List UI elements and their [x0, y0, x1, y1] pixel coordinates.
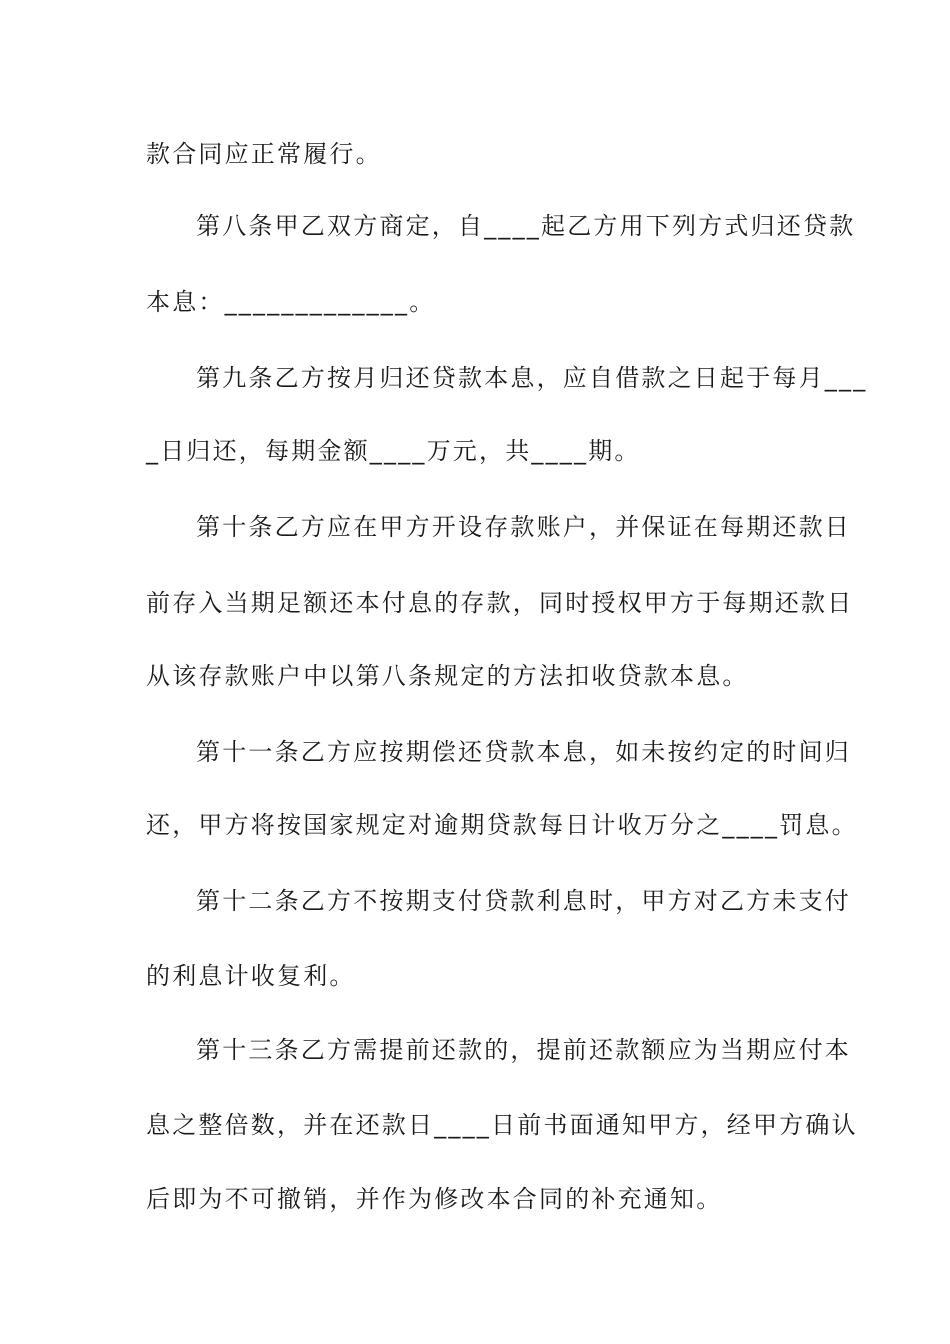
article-9-line-2: _日归还，每期金额____万元，共____期。: [146, 437, 641, 465]
article-10-line-2: 前存入当期足额还本付息的存款，同时授权甲方于每期还款日: [146, 589, 854, 617]
article-10-line-1: 第十条乙方应在甲方开设存款账户，并保证在每期还款日: [196, 513, 851, 541]
article-11-line-1: 第十一条乙方应按期偿还贷款本息，如未按约定的时间归: [196, 738, 851, 766]
article-12-line-1: 第十二条乙方不按期支付贷款利息时，甲方对乙方未支付: [196, 887, 851, 915]
article-11-line-2: 还，甲方将按国家规定对逾期贷款每日计收万分之____罚息。: [146, 811, 858, 839]
text-line-1: 款合同应正常履行。: [146, 140, 382, 168]
article-10-line-3: 从该存款账户中以第八条规定的方法扣收贷款本息。: [146, 662, 749, 690]
article-12-line-2: 的利息计收复利。: [146, 962, 356, 990]
article-8-line-1: 第八条甲乙双方商定，自____起乙方用下列方式归还贷款: [196, 212, 856, 240]
article-13-line-1: 第十三条乙方需提前还款的，提前还款额应为当期应付本: [196, 1036, 851, 1064]
article-13-line-3: 后即为不可撤销，并作为修改本合同的补充通知。: [146, 1185, 723, 1213]
article-8-line-2: 本息：_____________。: [146, 288, 436, 316]
article-9-line-1: 第九条乙方按月归还贷款本息，应自借款之日起于每月___: [196, 364, 868, 392]
article-13-line-2: 息之整倍数，并在还款日____日前书面通知甲方，经甲方确认: [146, 1111, 858, 1139]
